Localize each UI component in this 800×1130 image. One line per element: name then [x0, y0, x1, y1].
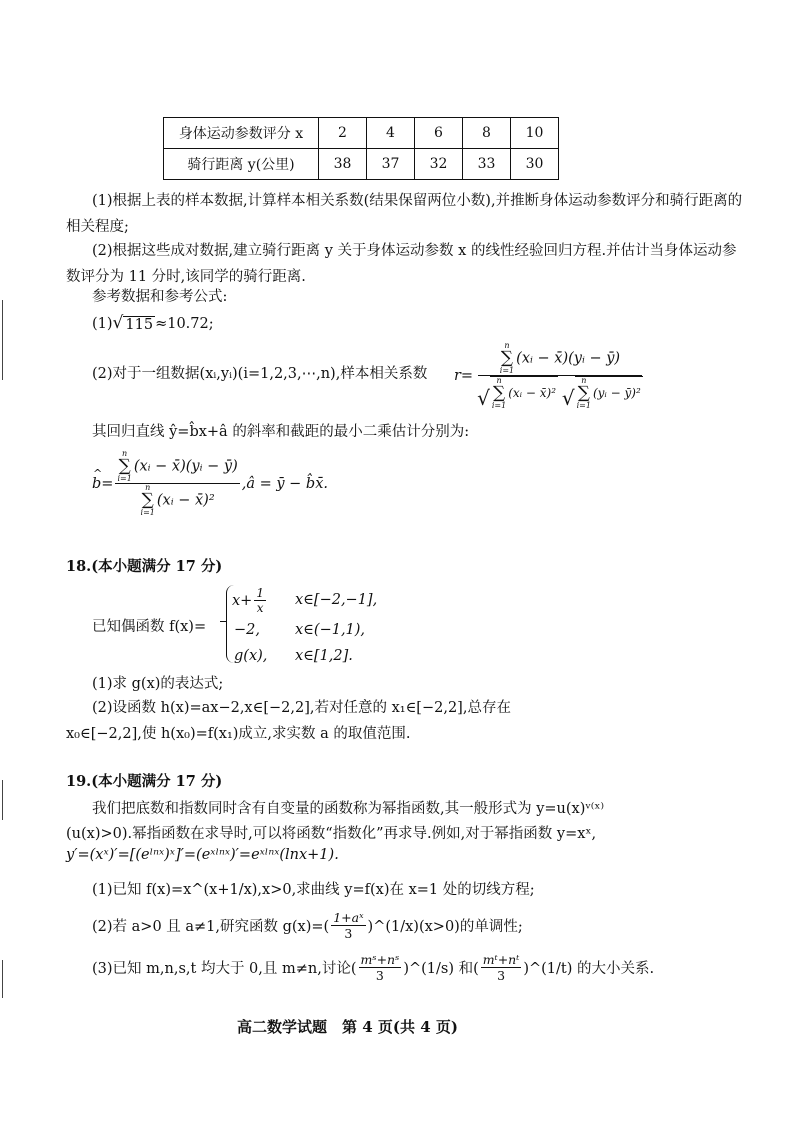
table-row	[164, 149, 559, 180]
b-hat-var: ^ b	[92, 476, 101, 492]
q18-part2-line2: x₀∈[−2,2],使 h(x₀)=f(x₁)成立,求实数 a 的取值范围.	[66, 726, 411, 742]
case1-expr: x+ $\frac{1}{x}$	[232, 586, 264, 615]
sigma-icon: n ∑ i=1	[576, 376, 591, 410]
part3-num1: mˢ+nˢ	[360, 952, 400, 967]
q19-part2: (2)若 a>0 且 a≠1,研究函数 g(x)=( $\frac{\text{1+aˣ}}{3}$ )^(1/x)(x>0)的单调性;	[92, 910, 523, 941]
sigma-icon: n ∑ i=1	[140, 483, 155, 517]
a-hat-formula: ,â = ȳ − b̂x̄.	[241, 475, 328, 492]
table-cell: 2	[319, 118, 367, 149]
table-row	[164, 118, 559, 149]
q17-part2: (2)根据这些成对数据,建立骑行距离 y 关于身体运动参数 x 的线性经验回归方程.并估计当身体运动参数评分为 11 分时,该同学的骑行距离.	[66, 243, 737, 285]
r-numerator: (xᵢ − x̄)(yᵢ − ȳ)	[516, 350, 621, 367]
scan-margin-line	[2, 960, 3, 998]
q17-regression-text: 其回归直线 ŷ=b̂x+â 的斜率和截距的最小二乘估计分别为:	[92, 424, 470, 440]
ref1-radicand: 115	[125, 317, 154, 333]
q19-part1: (1)已知 f(x)=x^(x+1/x),x>0,求曲线 y=f(x)在 x=1 处的切线方程;	[92, 882, 535, 898]
part3-den2: 3	[497, 968, 506, 983]
correlation-formula	[454, 342, 647, 410]
part2-den: 3	[344, 926, 353, 941]
q19-part3: (3)已知 m,n,s,t 均大于 0,且 m≠n,讨论( $\frac{\text{mˢ+nˢ}}{3}$ )^(1/s) 和( $\frac{\text{mᵗ+nᵗ}}{3}$ )^(1/t) 的大小关系.	[92, 952, 655, 983]
q17-ref-title: 参考数据和参考公式:	[92, 289, 228, 305]
part2-num: 1+aˣ	[333, 910, 364, 925]
ref1-value: ≈10.72;	[155, 316, 214, 332]
scan-margin-line	[2, 300, 3, 380]
q19-intro-line2: (u(x)>0).幂指函数在求导时,可以将函数“指数化”再求导.例如,对于幂指函数 y=xˣ,	[66, 826, 597, 842]
table-cell: 38	[319, 149, 367, 180]
table-cell: 33	[463, 149, 511, 180]
q17-ref1	[92, 313, 214, 333]
case2-domain: x∈(−1,1),	[295, 622, 366, 638]
r-fraction: n ∑ i=1 (xᵢ − x̄)(yᵢ − ȳ) √ n ∑ i=1 (xᵢ − x̄)² √ n ∑ i=1 (yᵢ − ȳ)²	[477, 341, 641, 410]
part3-den1: 3	[375, 968, 384, 983]
scan-margin-line	[2, 780, 3, 820]
data-table	[163, 117, 559, 180]
table-header-x: 身体运动参数评分 x	[164, 118, 319, 149]
q18-intro: 已知偶函数 f(x)=	[92, 619, 207, 635]
table-header-y: 骑行距离 y(公里)	[164, 149, 319, 180]
table-cell: 32	[415, 149, 463, 180]
sqrt-sign: √ 115	[112, 313, 154, 333]
table-cell: 30	[511, 149, 559, 180]
q17-part1: (1)根据上表的样本数据,计算样本相关系数(结果保留两位小数),并推断身体运动参数评分和骑行距离的相关程度;	[66, 193, 743, 235]
ref1-prefix: (1)	[92, 316, 113, 332]
case3-domain: x∈[1,2].	[295, 648, 353, 664]
part3-num2: mᵗ+nᵗ	[482, 952, 520, 967]
table-cell: 8	[463, 118, 511, 149]
page-footer: 高二数学试题 第 4 页(共 4 页)	[237, 1018, 458, 1036]
r-denominator-1: (xᵢ − x̄)²	[508, 386, 557, 400]
q18-header: 18.(本小题满分 17 分)	[66, 558, 223, 575]
b-denominator: (xᵢ − x̄)²	[156, 492, 215, 509]
sigma-icon: n ∑ i=1	[499, 341, 515, 375]
q18-part2-line1: (2)设函数 h(x)=ax−2,x∈[−2,2],若对任意的 x₁∈[−2,2],总存在	[92, 700, 511, 716]
q18-part1: (1)求 g(x)的表达式;	[92, 676, 224, 692]
table-cell: 10	[511, 118, 559, 149]
table-cell: 4	[367, 118, 415, 149]
q19-intro-line3: y′=(xˣ)′=[(eˡⁿˣ)ˣ]′=(eˣˡⁿˣ)′=eˣˡⁿˣ(lnx+1).	[66, 847, 339, 863]
r-denominator-2: (yᵢ − ȳ)²	[592, 386, 641, 400]
sigma-icon: n ∑ i=1	[117, 449, 132, 483]
case1-domain: x∈[−2,−1],	[295, 592, 378, 608]
q19-header: 19.(本小题满分 17 分)	[66, 773, 223, 790]
q17-ref2-text: (2)对于一组数据(xᵢ,yᵢ)(i=1,2,3,⋯,n),样本相关系数	[92, 366, 428, 382]
sigma-icon: n ∑ i=1	[491, 376, 507, 410]
b-numerator: (xᵢ − x̄)(yᵢ − ȳ)	[133, 458, 238, 475]
b-hat-fraction	[115, 450, 239, 517]
b-hat-formula: ^ b = n ∑ i=1 (xᵢ − x̄)(yᵢ − ȳ) n ∑ i=1 (xᵢ − x̄)² ,â = ȳ − b̂x̄.	[92, 450, 328, 517]
q19-intro-line1: 我们把底数和指数同时含有自变量的函数称为幂指函数,其一般形式为 y=u(x)ᵛ⁽ˣ⁾	[92, 801, 605, 817]
case1-den: x	[256, 601, 264, 615]
table-cell: 37	[367, 149, 415, 180]
table-cell: 6	[415, 118, 463, 149]
case2-expr: −2,	[234, 622, 260, 638]
case3-expr: g(x),	[234, 648, 268, 664]
r-var: r=	[454, 368, 474, 384]
case1-num: 1	[256, 586, 264, 600]
